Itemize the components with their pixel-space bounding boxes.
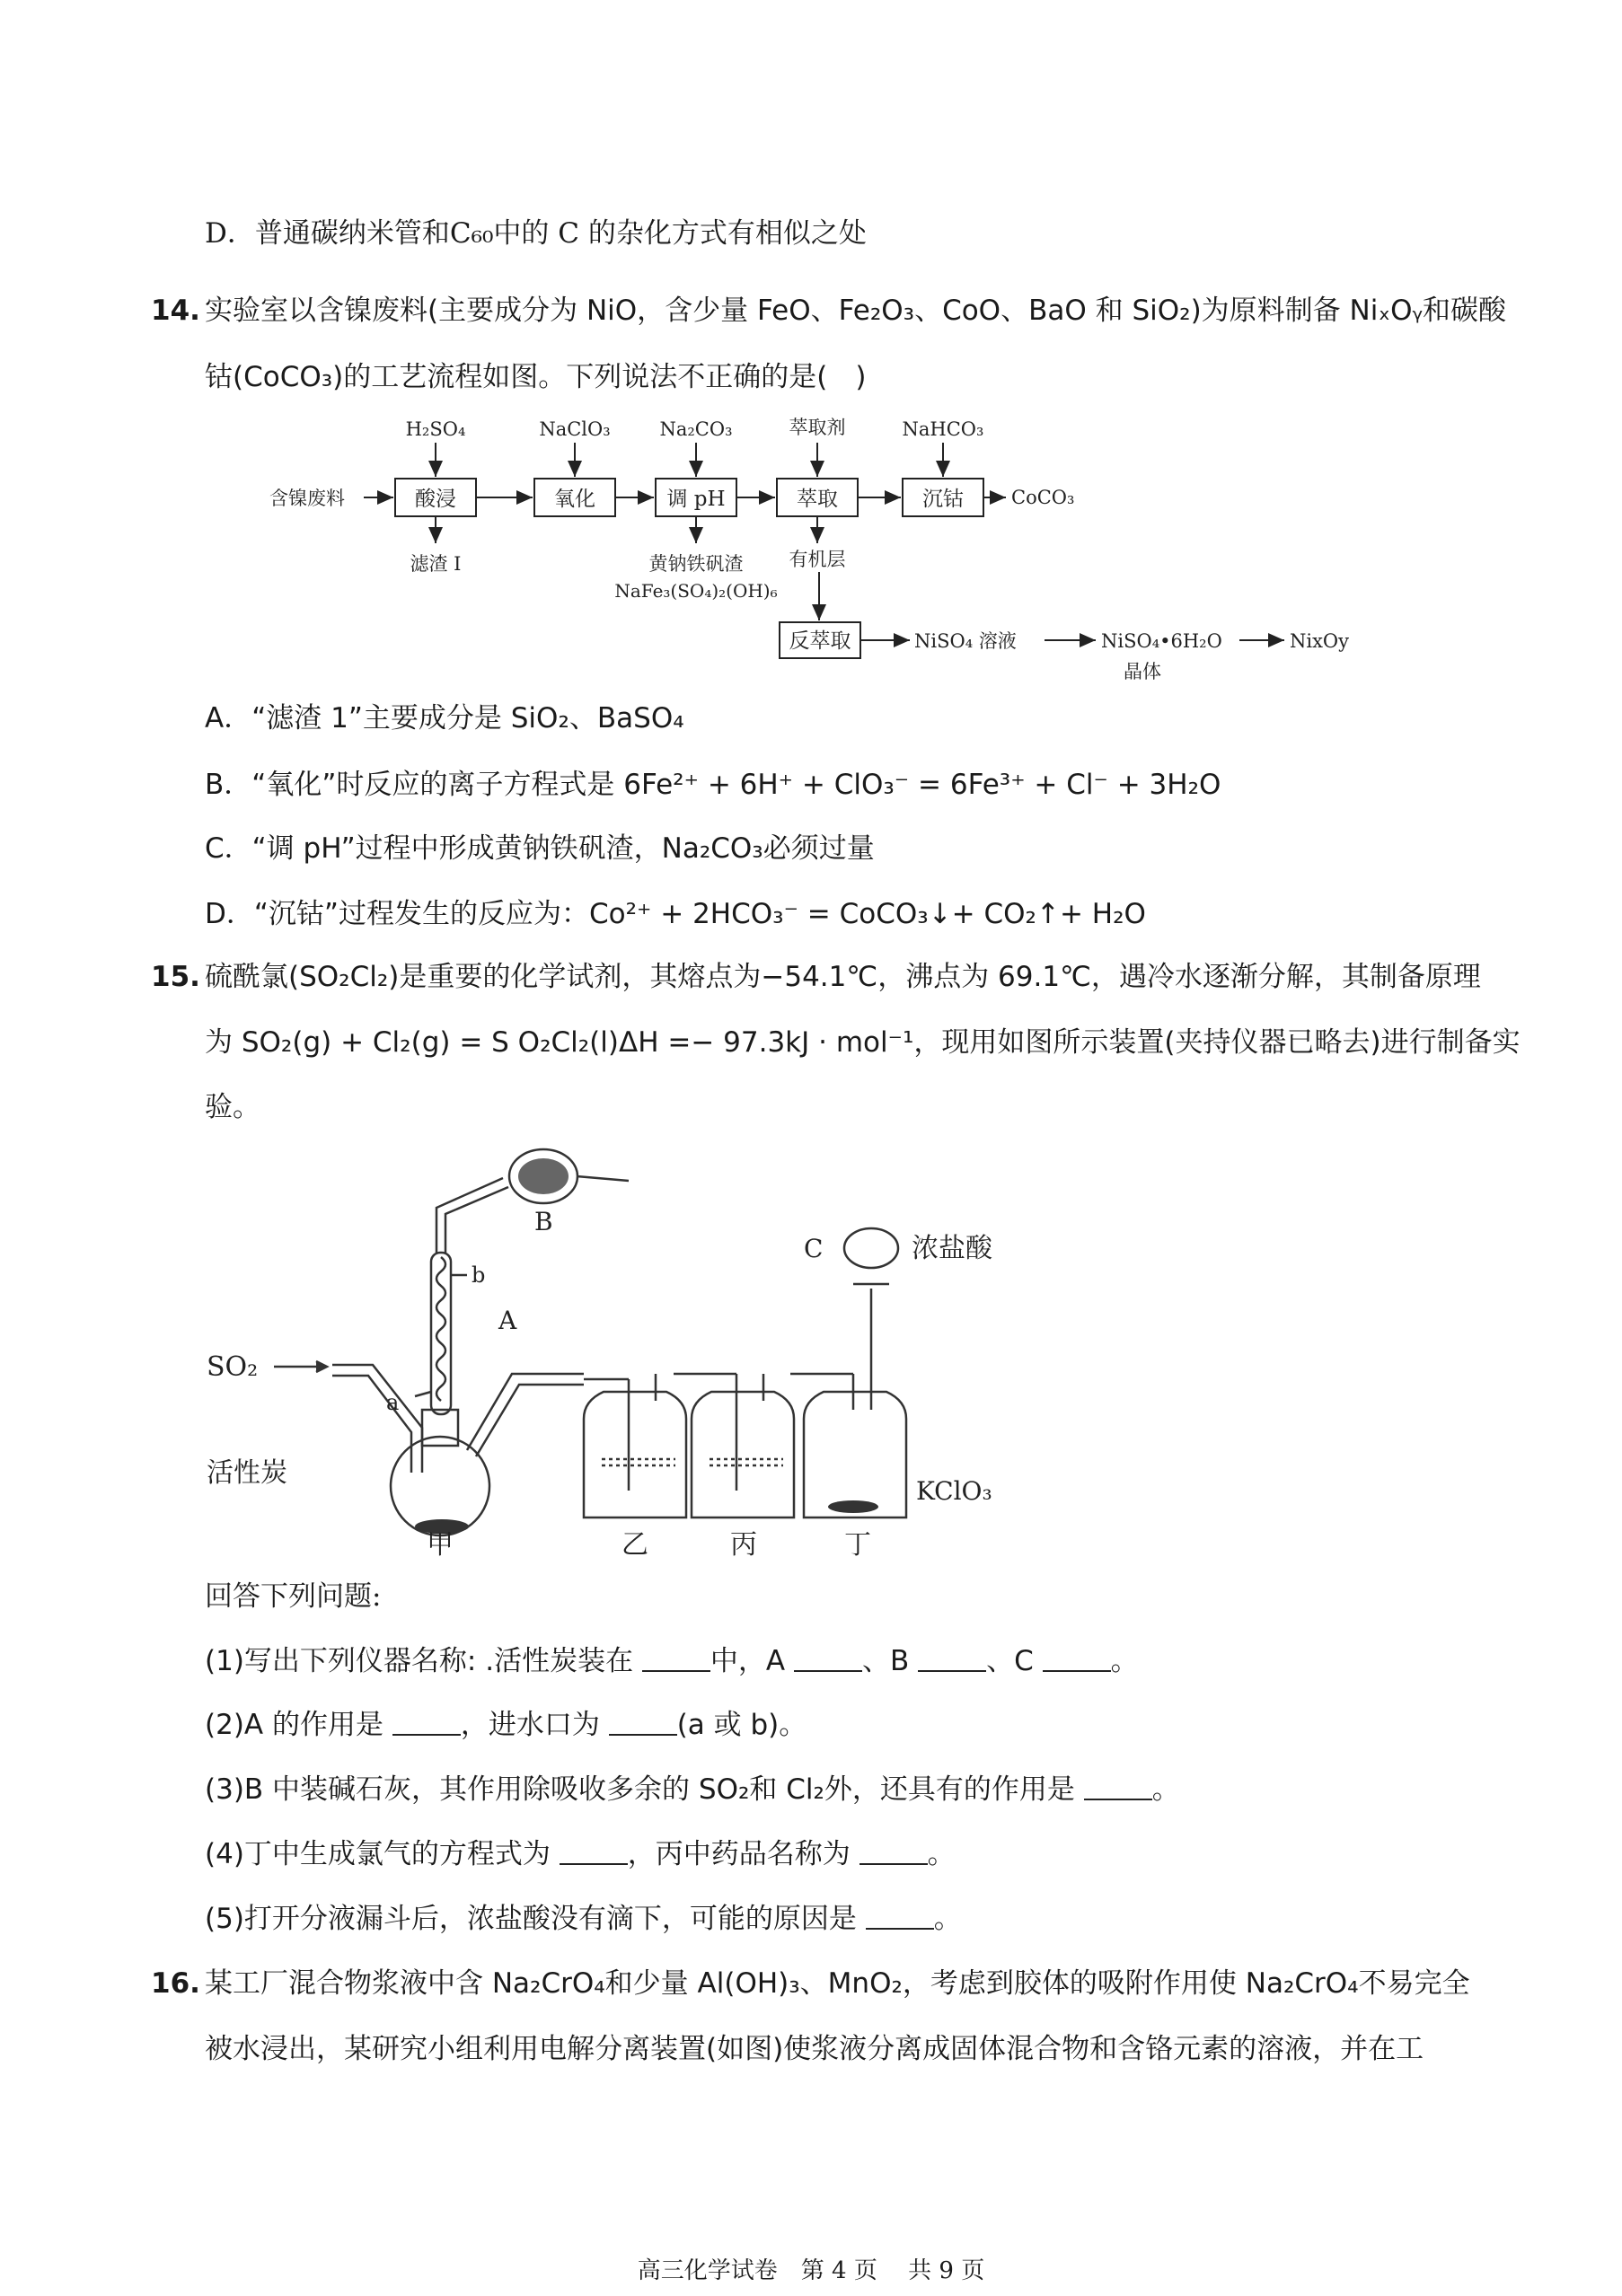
- q16-stem-line2: 被水浸出，某研究小组利用电解分离装置(如图)使浆液分离成固体混合物和含铬元素的溶液，并在工: [205, 2033, 1424, 2065]
- blank[interactable]: [609, 1711, 677, 1736]
- q15-sub-1-text: 。: [1110, 1645, 1139, 1677]
- q14-option-b: B．“氧化”时反应的离子方程式是 6Fe²⁺ + 6H⁺ + ClO₃⁻ = 6Fe³⁺ + Cl⁻ + 3H₂O: [205, 769, 1221, 801]
- q14-option-c: C．“调 pH”过程中形成黄钠铁矾渣，Na₂CO₃必须过量: [205, 832, 875, 865]
- q15-sub-1: [205, 1643, 1139, 1679]
- q14-flow-chart: [260, 409, 1365, 696]
- page-footer: 高三化学试卷 第 4 页 共 9 页: [637, 2257, 985, 2284]
- q15-sub-1-text: 、C: [986, 1645, 1043, 1677]
- label-B: B: [534, 1207, 553, 1236]
- flow-final: NixOy: [1290, 630, 1350, 652]
- label-activated-carbon: 活性炭: [207, 1457, 287, 1489]
- q15-sub-3: [205, 1772, 1180, 1808]
- flow-organic-layer: 有机层: [789, 549, 846, 570]
- q15-sub-1-text: 、B: [861, 1645, 919, 1677]
- flow-crystal-label: 晶体: [1124, 661, 1161, 682]
- q15-sub-2-text: (2)A 的作用是: [205, 1709, 392, 1741]
- blank[interactable]: [1043, 1647, 1111, 1672]
- q15-sub-2-text: (a 或 b)。: [676, 1709, 807, 1741]
- q15-sub-4-text: 。: [927, 1838, 956, 1870]
- q14-option-d: D．“沉钴”过程发生的反应为：Co²⁺ + 2HCO₃⁻ = CoCO₃↓+ CO₂↑+ H₂O: [205, 898, 1146, 930]
- flow-reagent-4: 萃取剂: [789, 417, 846, 438]
- q15-sub-4-text: (4)丁中生成氯气的方程式为: [205, 1838, 560, 1870]
- q15-sub-4: [205, 1836, 956, 1872]
- q16-stem-line1: 某工厂混合物浆液中含 Na₂CrO₄和少量 Al(OH)₃、MnO₂，考虑到胶体的吸附作用使 Na₂CrO₄不易完全: [205, 1967, 1470, 2000]
- flow-reagent-1: H₂SO₄: [405, 418, 466, 440]
- flow-step-1: 酸浸: [415, 488, 456, 511]
- blank[interactable]: [918, 1647, 986, 1672]
- blank[interactable]: [794, 1647, 862, 1672]
- flow-reagent-2: NaClO₃: [539, 418, 611, 440]
- q15-sub-5: [205, 1901, 962, 1937]
- flow-residue-2-formula: NaFe₃(SO₄)₂(OH)₆: [614, 580, 778, 602]
- q15-sub-5-text: 。: [933, 1903, 962, 1935]
- q15-sub-4-text: ，丙中药品名称为: [627, 1838, 859, 1870]
- q15-sub-1-text: (1)写出下列仪器名称: .活性炭装在: [205, 1645, 642, 1677]
- q14-option-a: A．“滤渣 1”主要成分是 SiO₂、BaSO₄: [205, 702, 684, 735]
- label-so2: SO₂: [207, 1351, 259, 1383]
- q14-stem-line2: 钴(CoCO₃)的工艺流程如图。下列说法不正确的是( ): [205, 361, 867, 393]
- label-a: a: [386, 1390, 400, 1415]
- q15-sub-1-text: 中，A: [710, 1645, 794, 1677]
- label-kclo3: KClO₃: [916, 1476, 992, 1506]
- label-b: b: [472, 1262, 486, 1288]
- label-jia: 甲: [427, 1529, 454, 1561]
- blank[interactable]: [642, 1647, 710, 1672]
- label-C: C: [804, 1234, 824, 1263]
- flow-start: 含镍废料: [269, 488, 345, 509]
- q13-option-d: D．普通碳纳米管和C₆₀中的 C 的杂化方式有相似之处: [205, 217, 867, 250]
- label-ding: 丁: [844, 1529, 871, 1561]
- flow-step-5: 沉钴: [922, 488, 964, 511]
- label-conc-hcl: 浓盐酸: [912, 1233, 992, 1264]
- blank[interactable]: [866, 1905, 934, 1930]
- q15-sub-3-text: 。: [1151, 1773, 1180, 1806]
- flow-back-extract: 反萃取: [789, 629, 851, 653]
- q15-stem-line3: 验。: [205, 1091, 260, 1123]
- q15-apparatus-diagram: [207, 1140, 1123, 1561]
- flow-residue-2-name: 黄钠铁矾渣: [648, 553, 744, 575]
- flow-step-4: 萃取: [797, 488, 838, 511]
- flow-residue-1: 滤渣 I: [410, 553, 462, 575]
- q16-number: 16.: [151, 1967, 200, 2000]
- q15-stem-line1: 硫酰氯(SO₂Cl₂)是重要的化学试剂，其熔点为−54.1℃，沸点为 69.1℃，遇冷水逐渐分解，其制备原理: [205, 961, 1481, 993]
- q14-stem-line1: 实验室以含镍废料(主要成分为 NiO，含少量 FeO、Fe₂O₃、CoO、BaO 和 SiO₂)为原料制备 NiₓOᵧ和碳酸: [205, 295, 1507, 327]
- blank[interactable]: [392, 1711, 461, 1736]
- blank[interactable]: [859, 1840, 928, 1865]
- q15-intro: 回答下列问题:: [205, 1580, 382, 1613]
- q15-number: 15.: [151, 961, 200, 993]
- flow-step-3: 调 pH: [666, 488, 726, 511]
- flow-reagent-3: Na₂CO₃: [659, 418, 733, 440]
- blank[interactable]: [1084, 1775, 1152, 1800]
- flow-reagent-5: NaHCO₃: [902, 418, 984, 440]
- blank[interactable]: [560, 1840, 628, 1865]
- q15-sub-3-text: (3)B 中装碱石灰，其作用除吸收多余的 SO₂和 Cl₂外，还具有的作用是: [205, 1773, 1084, 1806]
- q14-number: 14.: [151, 295, 200, 327]
- label-A: A: [498, 1306, 517, 1335]
- flow-crystal-formula: NiSO₄•6H₂O: [1101, 630, 1222, 652]
- flow-step-2: 氧化: [554, 488, 595, 511]
- q15-sub-2-text: ，进水口为: [460, 1709, 609, 1741]
- label-yi: 乙: [621, 1529, 648, 1561]
- q15-stem-line2: 为 SO₂(g) + Cl₂(g) = S O₂Cl₂(l)ΔH =− 97.3kJ · mol⁻¹，现用如图所示装置(夹持仪器已略去)进行制备实: [205, 1026, 1521, 1059]
- label-bing: 丙: [730, 1529, 757, 1561]
- flow-niso4-solution: NiSO₄ 溶液: [914, 630, 1017, 652]
- flow-product: CoCO₃: [1011, 487, 1075, 508]
- q15-sub-5-text: (5)打开分液漏斗后，浓盐酸没有滴下，可能的原因是: [205, 1903, 866, 1935]
- q15-sub-2: [205, 1707, 807, 1743]
